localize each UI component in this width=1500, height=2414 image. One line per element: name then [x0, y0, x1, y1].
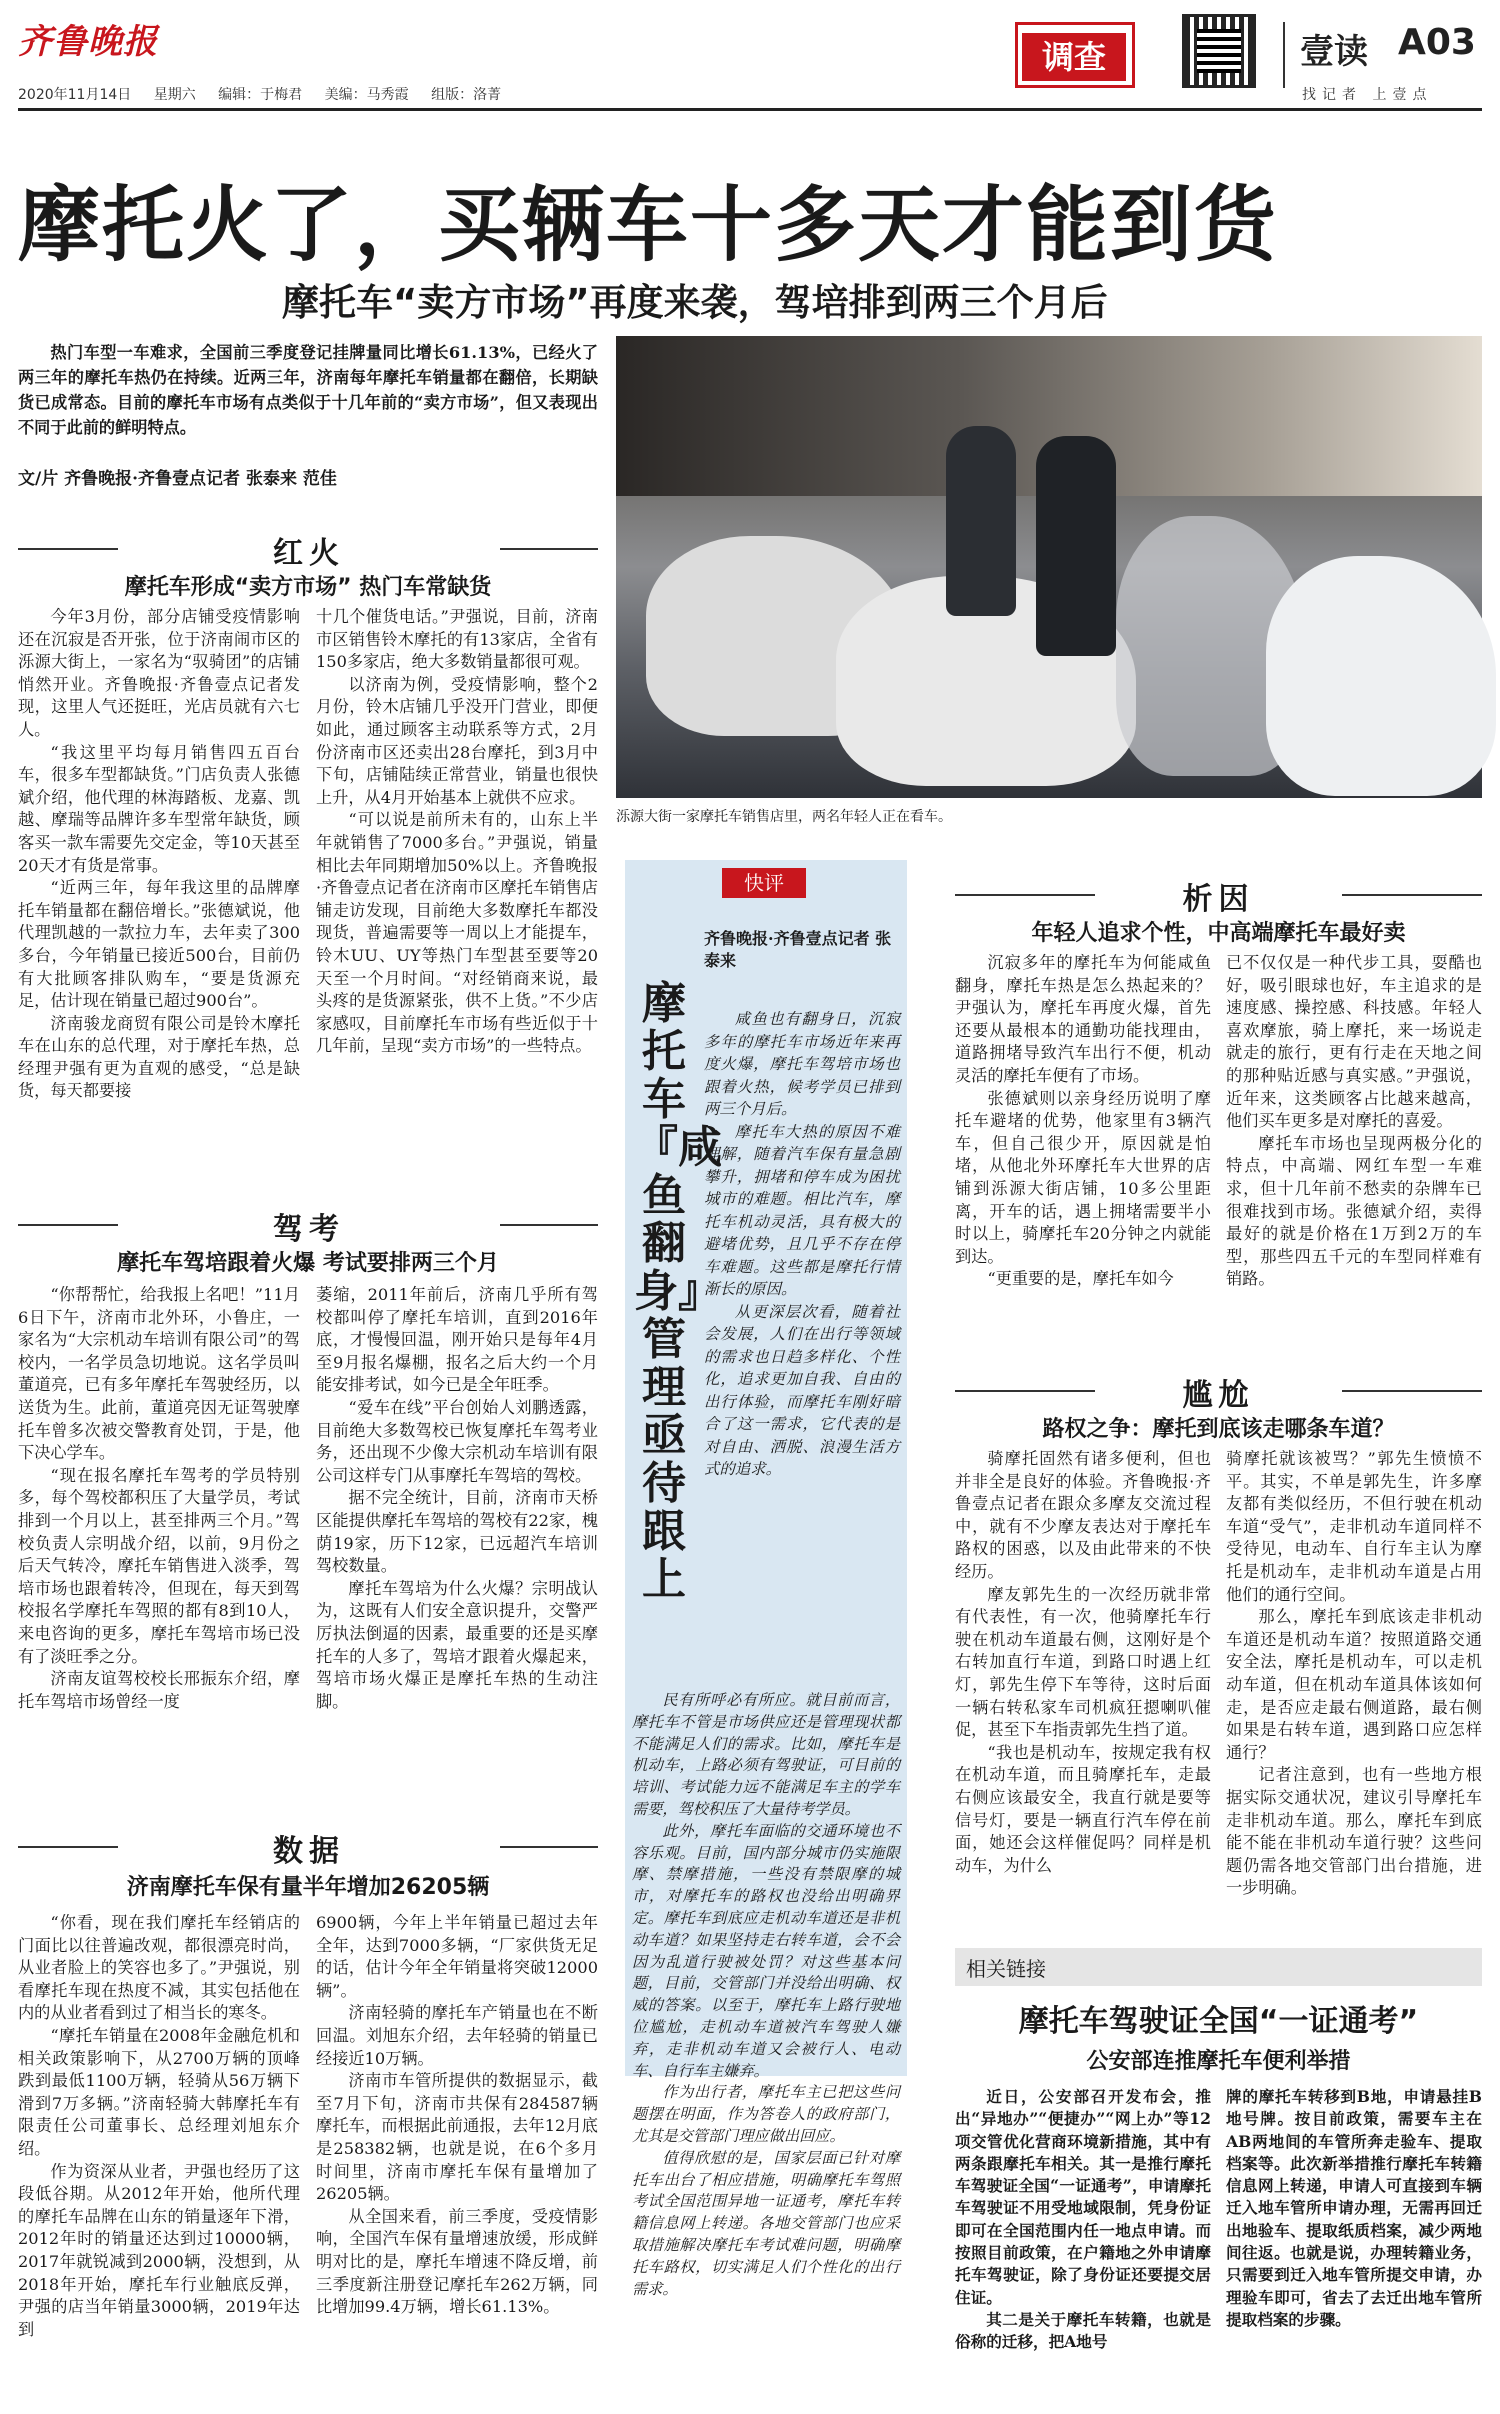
- s1-rule-right: [500, 548, 598, 550]
- s1-rule-left: [18, 548, 118, 550]
- issue-date: 2020年11月14日: [18, 87, 132, 103]
- s2-rule-right: [500, 1224, 598, 1226]
- masthead-logo: 齐鲁晚报: [18, 22, 158, 62]
- masthead-divider: [1283, 22, 1285, 88]
- slogan: 找记者 上壹点: [1302, 87, 1433, 103]
- review-title: 摩托车『咸鱼翻身』管理亟待跟上: [634, 978, 722, 1605]
- s5-title: 路权之争：摩托到底该走哪条车道？: [1042, 1417, 1395, 1442]
- review-body: 咸鱼也有翻身日，沉寂多年的摩托车市场近年来再度火爆，摩托车驾培市场也跟着火热，候考学员已排到两三个月后。 摩托车大热的原因不难理解，随着汽车保有量急剧攀升，拥堵和停车成为困扰城市的难题。相比汽车，摩托车机动灵活，具有极大的避堵优势，且几乎不存在停车难题。这些都是摩托行情渐长的原因。 从更深层次看，随着社会发展，人们在出行等领域的需求也日趋多样化、个性化，追求更加自我、自由的出行体验，而摩托车刚好暗合了这一需求，它代表的是对自由、洒脱、浪漫生活方式的追求。: [704, 1010, 900, 1478]
- s4-rule-left: [955, 894, 1095, 896]
- review-byline: 齐鲁晚报·齐鲁壹点记者 张泰来: [704, 929, 892, 970]
- s2-col1: “你帮帮忙，给我报上名吧！”11月6日下午，济南市北外环，小鲁庄，一家名为“大宗机动车培训有限公司”的驾校内，一名学员急切地说。这名学员叫董道亮，已有多年摩托车驾驶经历，以送货为生。此前，董道亮因无证驾驶摩托车曾多次被交警教育处罚，于是，他下决心学车。 “现在报名摩托车驾考的学员特别多，每个驾校都积压了大量学员，考试排到一个月以上，甚至排两三个月。”驾校负责人宗明战介绍，以前，9月份之后天气转冷，摩托车销售进入淡季，驾培市场也跟着转冷，但现在，每天到驾校报名学摩托车驾照的都有8到10人，来电咨询的更多，摩托车驾培市场已没有了淡旺季之分。 济南友谊驾校校长邢振东介绍，摩托车驾培市场曾经一度: [18, 1285, 300, 1711]
- composer-credit: 组版：洛菁: [431, 87, 502, 103]
- s2-tag: 驾考: [273, 1212, 345, 1247]
- review-paragraph: 民有所呼必有所应。就目前而言，摩托车不管是市场供应还是管理现状都不能满足人们的需求。比如，摩托车是机动车，上路必须有驾驶证，可目前的培训、考试能力远不能满足车主的学车需要，驾校积压了大量待考学员。: [632, 1691, 900, 1818]
- review-tag: 快评: [722, 868, 806, 898]
- s5-col1: 骑摩托固然有诸多便利，但也并非全是良好的体验。齐鲁晚报·齐鲁壹点记者在跟众多摩友交流过程中，就有不少摩友表达对于摩托车路权的困惑，以及由此带来的不快经历。 摩友郭先生的一次经历就非常有代表性，有一次，他骑摩托车行驶在机动车道最右侧，这刚好是个右转加直行车道，到路口时遇上红灯，郭先生停下车等待，这时后面一辆右转私家车司机疯狂摁喇叭催促，甚至下车指责郭先生挡了道。 “我也是机动车，按规定我有权在机动车道，而且骑摩托车，走最右侧应该最安全，我直行就是要等信号灯，要是一辆直行汽车停在前面，她还会这样催促吗？同样是机动车，为什么: [955, 1449, 1211, 1875]
- article-byline: 文/片 齐鲁晚报·齐鲁壹点记者 张泰来 范佳: [18, 469, 337, 489]
- s1-col1: 今年3月份，部分店铺受疫情影响还在沉寂是否开张，位于济南闹市区的泺源大街上，一家名为“驭骑团”的店铺悄然开业。齐鲁晚报·齐鲁壹点记者发现，这里人气还挺旺，光店员就有六七人。 “我这里平均每月销售四五百台车，很多车型都缺货。”门店负责人张德斌介绍，他代理的林海踏板、龙嘉、凯越、摩瑞等品牌许多车型常年缺货，顾客买一款车需要先交定金，等10天甚至20天才有货是常事。 “近两三年，每年我这里的品牌摩托车销量都在翻倍增长。”张德斌说，他代理凯越的一款拉力车，去年卖了300多台，今年销量已接近500台，目前仍有大批顾客排队购车，“要是货源充足，估计现在销量已超过900台”。 济南骏龙商贸有限公司是铃木摩托车在山东的总代理，对于摩托车热，总经理尹强有更为直观的感受，“总是缺货，每天都要接: [18, 607, 300, 1101]
- section-name: 壹读: [1300, 32, 1368, 72]
- s4-tag: 析因: [1182, 882, 1255, 917]
- review-paragraph: 作为出行者，摩托车主已把这些问题摆在明面，作为答卷人的政府部门，尤其是交管部门理应做出回应。: [632, 2083, 900, 2145]
- s5-tag: 尴尬: [1182, 1378, 1255, 1413]
- s2-col2: 萎缩，2011年前后，济南几乎所有驾校都叫停了摩托车培训，直到2016年底，才慢慢回温，刚开始只是每年4月至9月报名爆棚，报名之后大约一个月能安排考试，如今已是全年旺季。 “爱车在线”平台创始人刘鹏透露，目前绝大多数驾校已恢复摩托车驾考业务，还出现不少像大宗机动车培训有限公司这样专门从事摩托车驾培的驾校。 据不完全统计，目前，济南市天桥区能提供摩托车驾培的驾校有22家，槐荫19家，历下12家，已远超汽车培训驾校数量。 摩托车驾培为什么火爆？宗明战认为，这既有人们安全意识提升，交警严厉执法倒逼的因素，最重要的还是买摩托车的人多了，驾培才跟着火爆起来，驾培市场火爆正是摩托车热的生动注脚。: [316, 1285, 598, 1711]
- related-subtitle: 公安部连推摩托车便利举措: [1086, 2049, 1351, 2074]
- s1-title: 摩托车形成“卖方市场” 热门车常缺货: [124, 575, 492, 600]
- s4-col2: 已不仅仅是一种代步工具，耍酷也好，吸引眼球也好，车主追求的是速度感、操控感、科技感。年轻人喜欢摩旅，骑上摩托，来一场说走就走的旅行，更有行走在天地之间的那种贴近感与真实感。”尹强说，近年来，这类顾客占比越来越高，他们买车更多是对摩托的喜爱。 摩托车市场也呈现两极分化的特点，中高端、网红车型一车难求，但十几年前不愁卖的杂牌车已很难找到市场。张德斌介绍，卖得最好的就是价格在1万到2万的车型，那些四五千元的车型同样难有销路。: [1226, 953, 1482, 1289]
- photo-caption: 泺源大街一家摩托车销售店里，两名年轻人正在看车。: [616, 809, 952, 825]
- designer-credit: 美编：马秀霞: [324, 87, 409, 103]
- s3-col2: 6900辆，今年上半年销量已超过去年全年，达到7000多辆，“厂家供货无足的话，估计今年全年销量将突破12000辆”。 济南轻骑的摩托车产销量也在不断回温。刘旭东介绍，去年轻骑的销量已经接近10万辆。 济南市车管所提供的数据显示，截至7月下旬，济南市共保有284587辆摩托车，而根据此前通报，去年12月底是258382辆，也就是说，在6个多月时间里，济南市摩托车保有量增加了26205辆。 从全国来看，前三季度，受疫情影响，全国汽车保有量增速放缓，形成鲜明对比的是，摩托车增速不降反增，前三季度新注册登记摩托车262万辆，同比增加99.4万辆，增长61.13%。: [316, 1913, 598, 2317]
- s3-rule-right: [500, 1846, 598, 1848]
- sub-headline: 摩托车“卖方市场”再度来袭，驾培排到两三个月后: [282, 281, 1108, 324]
- s4-title: 年轻人追求个性，中高端摩托车最好卖: [1031, 921, 1406, 946]
- top-rule: [18, 108, 1482, 111]
- s5-rule-left: [955, 1390, 1095, 1392]
- issue-weekday: 星期六: [153, 87, 196, 103]
- related-col1: 近日，公安部召开发布会，推出“异地办”“便捷办”“网上办”等12项交管优化营商环境新措施，其中有两条跟摩托车相关。其一是推行摩托车驾驶证全国“一证通考”，申请摩托车驾驶证不用受地域限制，凭身份证即可在全国范围内任一地点申请。而按照目前政策，在户籍地之外申请摩托车驾驶证，除了身份证还要提交居住证。 其二是关于摩托车转籍，也就是俗称的迁移，把A地号: [955, 2087, 1211, 2352]
- review-paragraph: 值得欣慰的是，国家层面已针对摩托车出台了相应措施，明确摩托车驾照考试全国范围异地一证通考，摩托车转籍信息网上转递。各地交管部门也应采取措施解决摩托车考试难问题，明确摩托车路权，切实满足人们个性化的出行需求。: [632, 2148, 900, 2298]
- s3-tag: 数据: [273, 1834, 345, 1869]
- s3-title: 济南摩托车保有量半年增加26205辆: [126, 1875, 490, 1900]
- s4-col1: 沉寂多年的摩托车为何能咸鱼翻身，摩托车热是怎么热起来的？尹强认为，摩托车再度火爆，首先还要从最根本的通勤功能找理由，道路拥堵导致汽车出行不便，机动灵活的摩托车便有了市场。 张德斌则以亲身经历说明了摩托车避堵的优势，他家里有3辆汽车，但自己很少开，原因就是怕堵，从他北外环摩托车大世界的店铺到泺源大街店铺，10多公里距离，开车的话，遇上拥堵需要半小时以上，骑摩托车20分钟之内就能到达。 “更重要的是，摩托车如今: [955, 953, 1211, 1289]
- review-paragraph: 此外，摩托车面临的交通环境也不容乐观。目前，国内部分城市仍实施限摩、禁摩措施，一些没有禁限摩的城市，对摩托车的路权也没给出明确界定。摩托车到底应走机动车道还是非机动车道？如果坚持走右转车道，会不会因为乱道行驶被处罚？对这些基本问题，目前，交管部门并没给出明确、权威的答案。以至于，摩托车上路行驶地位尴尬，走机动车道被汽车驾驶人嫌弃，走非机动车道又会被行人、电动车、自行车主嫌弃。: [632, 1821, 900, 2080]
- related-col2: 牌的摩托车转移到B地，申请悬挂B地号牌。按目前政策，需要车主在AB两地间的车管所奔走验车、提取档案等。此次新举措推行摩托车转籍信息网上转递，申请人可直接到车辆迁入地车管所申请办理，无需再回迁出地验车、提取纸质档案，减少两地间往返。也就是说，办理转籍业务，只需要到迁入地车管所提交申请，办理验车即可，省去了去迁出地车管所提取档案的步骤。: [1226, 2087, 1482, 2329]
- s4-rule-right: [1342, 894, 1482, 896]
- motorcycle-shop-photo: [616, 336, 1482, 798]
- s3-col1: “你看，现在我们摩托车经销店的门面比以往普遍改观，都很漂亮时尚，从业者脸上的笑容也多了。”尹强说，别看摩托车现在热度不减，其实包括他在内的从业者看到过了相当长的寒冬。 “摩托车销量在2008年金融危机和相关政策影响下，从2700万辆的顶峰跌到最低1100万辆，轻骑从56万辆下滑到7万多辆。”济南轻骑大韩摩托车有限责任公司董事长、总经理刘旭东介绍。 作为资深从业者，尹强也经历了这段低谷期。从2012年开始，他所代理的摩托车品牌在山东的销量逐年下滑，2012年时的销量还达到过10000辆，2017年就锐减到2000辆，没想到，从2018年开始，摩托车行业触底反弹，尹强的店当年销量3000辆，2019年达到: [18, 1913, 300, 2339]
- s2-title: 摩托车驾培跟着火爆 考试要排两三个月: [117, 1251, 499, 1276]
- lead-paragraph: 热门车型一车难求，全国前三季度登记挂牌量同比增长61.13%，已经火了两三年的摩托车热仍在持续。近两三年，济南每年摩托车销量都在翻倍，长期缺货已成常态。目前的摩托车市场有点类似于十几年前的“卖方市场”，但又表现出不同于此前的鲜明特点。: [18, 343, 598, 437]
- main-headline: 摩托火了，买辆车十多天才能到货: [18, 178, 1279, 273]
- s3-rule-left: [18, 1846, 118, 1848]
- s2-rule-left: [18, 1224, 118, 1226]
- s5-col2: 骑摩托就该被骂？”郭先生愤愤不平。其实，不单是郭先生，许多摩友都有类似经历，不但行驶在机动车道“受气”，走非机动车道同样不受待见，电动车、自行车主认为摩托是机动车，走非机动车道是占用他们的通行空间。 那么，摩托车到底该走非机动车道还是机动车道？按照道路交通安全法，摩托是机动车，可以走机动车道，但在机动车道具体该如何走，是否应走最右侧道路，最右侧如果是右转车道，遇到路口应怎样通行？ 记者注意到，也有一些地方根据实际交通状况，建议引导摩托车走非机动车道。那么，摩托车到底能不能在非机动车道行驶？这些问题仍需各地交管部门出台措施，进一步明确。: [1226, 1449, 1482, 1898]
- s1-tag: 红火: [273, 536, 345, 571]
- s1-col2: 十几个催货电话。”尹强说，目前，济南市区销售铃木摩托的有13家店，全省有150多家店，绝大多数销量都很可观。 以济南为例，受疫情影响，整个2月份，铃木店铺几乎没开门营业，即便如此，通过顾客主动联系等方式，2月份济南市区还卖出28台摩托，到3月中下旬，店铺陆续正常营业，销量也很快上升，从4月开始基本上就供不应求。 “可以说是前所未有的，山东上半年就销售了7000多台。”尹强说，销量相比去年同期增加50%以上。齐鲁晚报·齐鲁壹点记者在济南市区摩托车销售店铺走访发现，目前绝大多数摩托车都没现货，普遍需要等一周以上才能提车，铃木UU、UY等热门车型甚至要等20天至一个月时间。“对经销商来说，最头疼的是货源紧张，供不上货。”不少店家感叹，目前摩托车市场有些近似于十几年前，呈现“卖方市场”的一些特点。: [316, 607, 598, 1056]
- editor-credit: 编辑：于梅君: [218, 87, 303, 103]
- s5-rule-right: [1342, 1390, 1482, 1392]
- related-title: 摩托车驾驶证全国“一证通考”: [1018, 2004, 1419, 2039]
- review-body-cont: [632, 1690, 900, 2298]
- qr-code-center: [1197, 29, 1241, 73]
- page-number: A03: [1398, 22, 1476, 63]
- issue-info: [18, 84, 519, 104]
- section-tag: 调查: [1022, 33, 1126, 81]
- related-link-tag: 相关链接: [966, 1957, 1046, 1981]
